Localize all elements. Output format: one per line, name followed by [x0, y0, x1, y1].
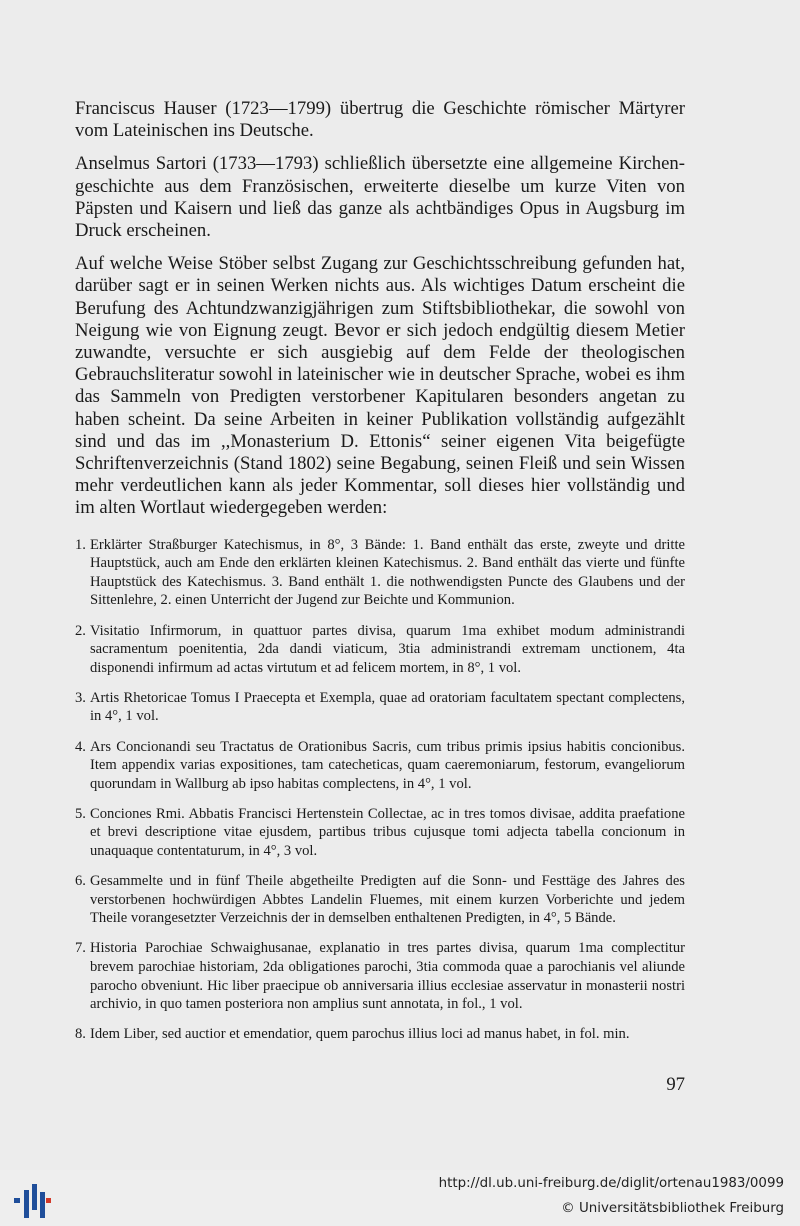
list-item-text: Historia Parochiae Schwaighusanae, explanatio in tres partes divisa, quarum 1ma complectitur brevem parochiae historiam, 2da obligationes parochi, 3tia commoda quae a parochianis vel aliunde parocho obveniunt. Hic liber praecipue ob anniversaria illius ecclesiae asservatur in monasterii nostri archivio, in quo tamen posteriora non amplius sunt annotata, in fol., 1 vol. — [90, 940, 685, 1013]
list-item-number: 2. — [75, 622, 86, 639]
body-text — [75, 98, 685, 1055]
ub-freiburg-logo-icon — [12, 1180, 52, 1220]
list-item-number: 5. — [75, 805, 86, 822]
paragraph: Franciscus Hauser (1723—1799) übertrug die Geschichte römischer Märtyrer vom Lateinischen ins Deutsche. — [75, 98, 685, 142]
list-item — [75, 689, 685, 726]
list-item-text: Erklärter Straßburger Katechismus, in 8°, 3 Bände: 1. Band enthält das erste, zweyte und dritte Hauptstück, auch am Ende den erklärten kleinen Katechismus. 2. Band enthält das vierte und fünfte Hauptstück des Katechismus. 3. Band enthält 1. die nothwendigsten Puncte des Glaubens und der Sittenlehre, 2. einen Unterricht der Jugend zur Beichte und Kommunion. — [90, 536, 685, 609]
list-item — [75, 738, 685, 794]
list-item-text: Visitatio Infirmorum, in quattuor partes divisa, quarum 1ma exhibet modum administrandi sacramentum poenitentia, 2da dandi viaticum, 3tia administrandi extremam unctionem, 4ta disponendi infirmum ad actas virtutum et ad felicem mortem, in 8°, 1 vol. — [90, 622, 685, 676]
list-item — [75, 805, 685, 861]
footer-bar — [0, 1170, 800, 1226]
list-item — [75, 622, 685, 678]
copyright-text: © Universitätsbibliothek Freiburg — [561, 1201, 784, 1216]
list-item-number: 6. — [75, 873, 86, 890]
list-item-text: Idem Liber, sed auctior et emendatior, quem parochus illius loci ad manus habet, in fol. min. — [90, 1026, 630, 1043]
bibliography-list — [75, 536, 685, 1044]
list-item-number: 4. — [75, 738, 86, 755]
list-item-text: Gesammelte und in fünf Theile abgetheilte Predigten auf die Sonn- und Festtäge des Jahres des verstorbenen hochwürdigen Abbtes Landelin Fluemes, mit einem kurzen Vorberichte und jedem Theile vorangesetzter Verzeichnis der in demselben enthaltenen Predigten, in 4°, 5 Bände. — [90, 873, 685, 927]
list-item-text: Conciones Rmi. Abbatis Francisci Hertenstein Collectae, ac in tres tomos divisae, addita praefatione et brevi descriptione vitae ejusdem, partibus tribus cujusque tomi adjecta tabella concionum in unaquaque contentaturum, in 4°, 3 vol. — [90, 805, 685, 859]
list-item — [75, 939, 685, 1013]
list-item-text: Artis Rhetoricae Tomus I Praecepta et Exempla, quae ad oratoriam facultatem spectant complectens, in 4°, 1 vol. — [90, 689, 685, 725]
list-item — [75, 536, 685, 610]
list-item — [75, 1025, 685, 1044]
list-item-text: Ars Concionandi seu Tractatus de Orationibus Sacris, cum tribus primis ipsius habitis concionibus. Item appendix varias expositiones, tam catecheticas, quam caeremoniarum, festorum, evangeliorum quorundam in Wallburg ab ipso habitas complectens, in 4°, 1 vol. — [90, 738, 685, 792]
page-number: 97 — [666, 1074, 685, 1095]
source-url-link[interactable]: http://dl.ub.uni-freiburg.de/diglit/ortenau1983/0099 — [438, 1176, 784, 1191]
list-item-number: 3. — [75, 689, 86, 706]
paragraph: Auf welche Weise Stöber selbst Zugang zur Geschichtsschreibung gefunden hat, darüber sagt er in seinen Werken nichts aus. Als wichtiges Datum erscheint die Berufung des Achtundzwanzigjährigen zum Stiftsbibliothekar, die sowohl von Neigung wie von Eignung zeugt. Bevor er sich jedoch endgültig diesem Metier zuwandte, versuchte er sich ausgiebig auf dem Felde der theologischen Gebrauchsliteratur sowohl in lateinischer wie in deutscher Sprache, wobei es ihm das Sammeln von Predigten verstorbener Kapitularen besonders angetan zu haben scheint. Da seine Arbeiten in keiner Publikation vollständig aufgezählt sind und das im ,,Monasterium D. Ettonis“ seiner eigenen Vita beigefügte Schriftenverzeichnis (Stand 1802) seine Begabung, seinen Fleiß und sein Wissen mehr verdeutlichen kann als jeder Kommentar, soll dieses hier vollständig und im alten Wortlaut wiedergegeben werden: — [75, 253, 685, 519]
list-item-number: 8. — [75, 1026, 86, 1043]
list-item-number: 7. — [75, 940, 86, 957]
paragraph: Anselmus Sartori (1733—1793) schließlich übersetzte eine allgemeine Kirchengeschichte aus dem Französischen, erweiterte dieselbe um kurze Viten von Päpsten und Kaisern und ließ das ganze als achtbändiges Opus in Augsburg im Druck erscheinen. — [75, 153, 685, 242]
list-item-number: 1. — [75, 536, 86, 553]
list-item — [75, 872, 685, 928]
